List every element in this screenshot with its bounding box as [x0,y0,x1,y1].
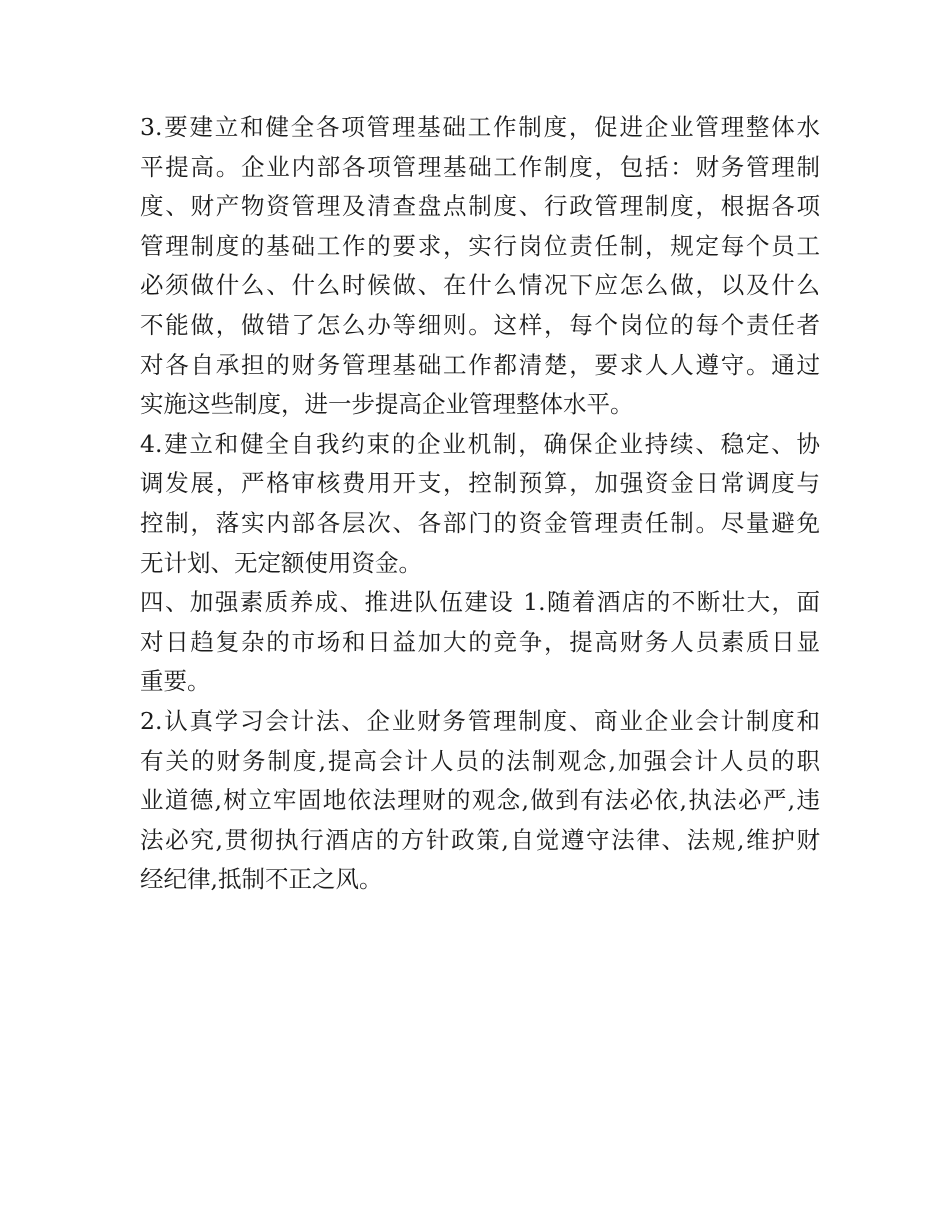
paragraph-line: 2.认真学习会计法、企业财务管理制度、商业企业会计制度和 [140,706,820,735]
paragraph-line: 控制，落实内部各层次、各部门的资金管理责任制。尽量避免 [140,508,820,537]
paragraph-line: 业道德,树立牢固地依法理财的观念,做到有法必依,执法必严,违 [140,786,820,815]
paragraph-line: 不能做，做错了怎么办等细则。这样，每个岗位的每个责任者 [140,310,820,339]
paragraph-line: 无计划、无定额使用资金。 [140,548,422,577]
paragraph-line: 调发展，严格审核费用开支，控制预算，加强资金日常调度与 [140,469,820,498]
paragraph-line: 对日趋复杂的市场和日益加大的竞争，提高财务人员素质日显 [140,627,820,656]
paragraph-item-2 [140,702,820,900]
paragraph-item-3 [140,108,820,425]
paragraph-line: 必须做什么、什么时候做、在什么情况下应怎么做，以及什么 [140,271,820,300]
paragraph-line: 有关的财务制度,提高会计人员的法制观念,加强会计人员的职 [140,746,820,775]
paragraph-line: 重要。 [140,667,211,696]
paragraph-line: 管理制度的基础工作的要求，实行岗位责任制，规定每个员工 [140,231,820,260]
paragraph-line: 3.要建立和健全各项管理基础工作制度，促进企业管理整体水 [140,113,820,141]
paragraph-line: 4.建立和健全自我约束的企业机制，确保企业持续、稳定、协 [140,429,820,458]
paragraph-line: 度、财产物资管理及清查盘点制度、行政管理制度，根据各项 [140,192,820,221]
paragraph-item-4 [140,425,820,583]
paragraph-line: 经纪律,抵制不正之风。 [140,865,383,894]
paragraph-line: 四、加强素质养成、推进队伍建设 1.随着酒店的不断壮大，面 [140,588,820,617]
section-heading-4 [140,583,820,702]
paragraph-line: 对各自承担的财务管理基础工作都清楚，要求人人遵守。通过 [140,350,820,379]
paragraph-line: 实施这些制度，进一步提高企业管理整体水平。 [140,390,634,419]
document-body [140,108,820,900]
paragraph-line: 平提高。企业内部各项管理基础工作制度，包括：财务管理制 [140,152,820,181]
paragraph-line: 法必究,贯彻执行酒店的方针政策,自觉遵守法律、法规,维护财 [140,825,820,854]
